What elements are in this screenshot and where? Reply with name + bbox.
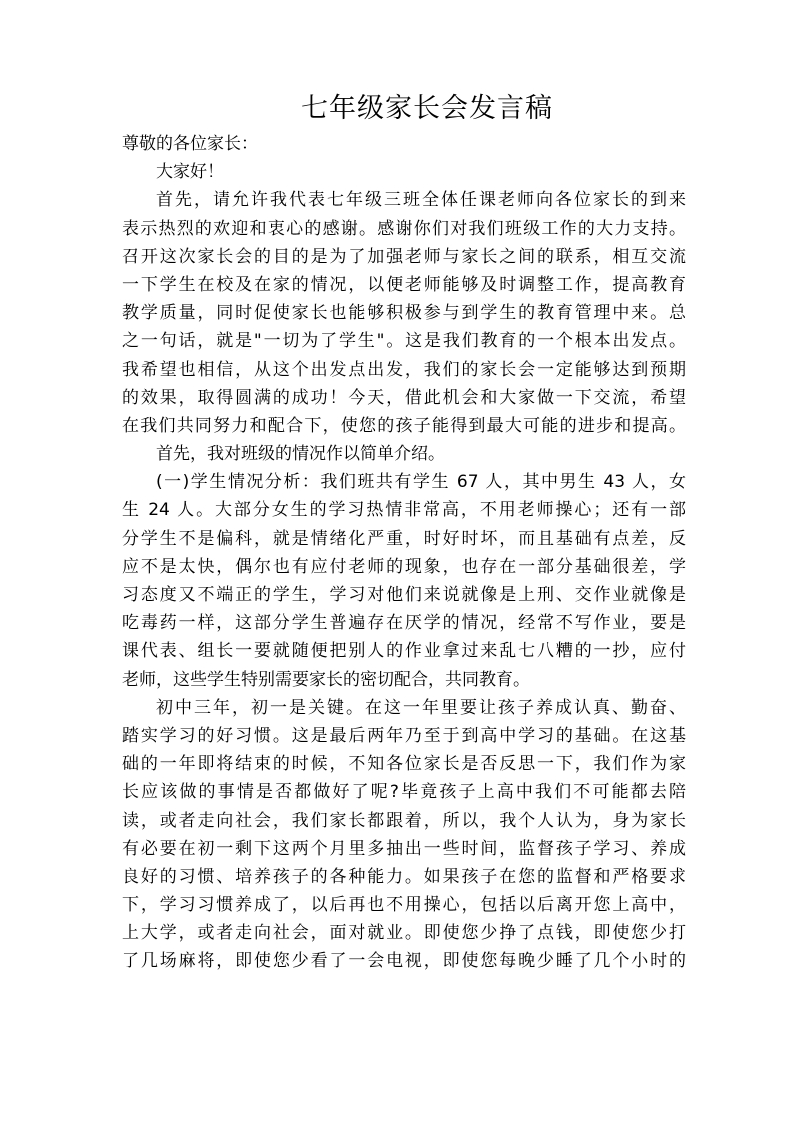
paragraph-line: 下，学习习惯养成了，以后再也不用操心，包括以后离开您上高中， [122,895,686,916]
paragraph-line: 首先，请允许我代表七年级三班全体任课老师向各位家长的到来 [156,190,686,211]
paragraph-line: 生 24 人。大部分女生的学习热情非常高，不用老师操心；还有一部 [122,500,686,521]
paragraph-line: 了几场麻将，即使您少看了一会电视，即使您每晚少睡了几个小时的 [122,951,686,972]
paragraph-line: 一下学生在校及在家的情况，以便老师能够及时调整工作，提高教育 [122,274,686,295]
paragraph-line: 读，或者走向社会，我们家长都跟着，所以，我个人认为，身为家长 [122,810,686,831]
paragraph-line: 长应该做的事情是否都做好了呢?毕竟孩子上高中我们不可能都去陪 [122,782,686,803]
paragraph-line: 首先，我对班级的情况作以简单介绍。 [156,444,445,465]
paragraph-line: 习态度又不端正的学生，学习对他们来说就像是上刑、交作业就像是 [122,585,686,605]
greeting-line: 大家好！ [156,162,224,183]
paragraph-line: 有必要在初一剩下这两个月里多抽出一些时间，监督孩子学习、养成 [122,838,686,859]
salutation-line: 尊敬的各位家长： [122,134,258,154]
paragraph-line: 良好的习惯、培养孩子的各种能力。如果孩子在您的监督和严格要求 [122,866,686,887]
paragraph-line: 吃毒药一样，这部分学生普遍存在厌学的情况，经常不写作业，要是 [122,613,686,634]
paragraph-line: 应不是太快，偶尔也有应付老师的现象，也存在一部分基础很差，学 [122,556,686,577]
paragraph-line: 我希望也相信，从这个出发点出发，我们的家长会一定能够达到预期 [122,359,686,380]
paragraph-line: 课代表、组长一要就随便把别人的作业拿过来乱七八糟的一抄，应付 [122,641,686,662]
paragraph-line: 础的一年即将结束的时候，不知各位家长是否反思一下，我们作为家 [122,754,686,775]
paragraph-line: 表示热烈的欢迎和衷心的感谢。感谢你们对我们班级工作的大力支持。 [122,218,686,239]
paragraph-line: 老师，这些学生特别需要家长的密切配合，共同教育。 [122,669,530,690]
paragraph-line: 上大学，或者走向社会，面对就业。即使您少挣了点钱，即使您少打 [122,923,686,944]
paragraph-line: 踏实学习的好习惯。这是最后两年乃至于到高中学习的基础。在这基 [122,725,686,746]
document-body [122,130,686,976]
paragraph-line: 分学生不是偏科，就是情绪化严重，时好时坏，而且基础有点差，反 [122,528,686,549]
paragraph-line: 在我们共同努力和配合下，使您的孩子能得到最大可能的进步和提高。 [122,415,686,436]
paragraph-line: 的效果，取得圆满的成功！今天，借此机会和大家做一下交流，希望 [122,387,686,408]
paragraph-line: 召开这次家长会的目的是为了加强老师与家长之间的联系，相互交流 [122,246,686,267]
paragraph-line: 初中三年，初一是关键。在这一年里要让孩子养成认真、勤奋、 [156,697,686,718]
document-title: 七年级家长会发言稿 [301,93,553,124]
paragraph-line: 教学质量，同时促使家长也能够积极参与到学生的教育管理中来。总 [122,303,686,324]
paragraph-line: 之一句话，就是"一切为了学生"。这是我们教育的一个根本出发点。 [122,331,686,352]
paragraph-line: (一)学生情况分析：我们班共有学生 67 人，其中男生 43 人，女 [156,472,686,493]
